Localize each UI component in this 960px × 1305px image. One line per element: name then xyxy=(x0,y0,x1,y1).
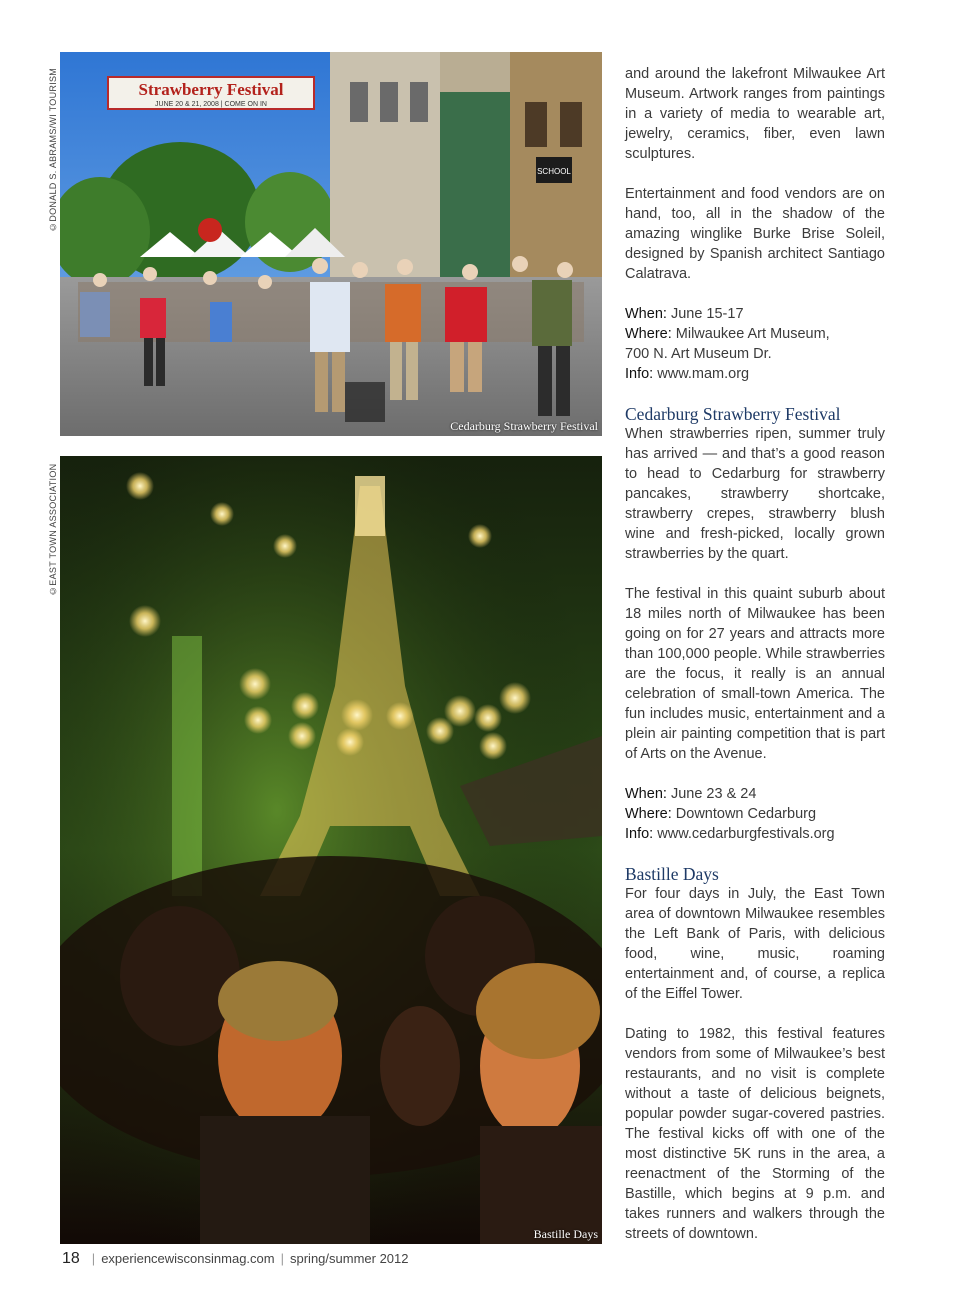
photo-credit-bottom: ©EAST TOWN ASSOCIATION xyxy=(48,463,58,596)
photo-caption-bottom: Bastille Days xyxy=(533,1227,598,1241)
art-museum-event-info xyxy=(625,304,885,384)
where-label: Where: xyxy=(625,806,672,822)
footer-separator: | xyxy=(91,1251,96,1266)
banner-subtitle: JUNE 20 & 21, 2008 | COME ON IN xyxy=(155,101,267,108)
bastille-days-photo xyxy=(60,456,602,1244)
page-footer xyxy=(62,1250,409,1268)
when-label: When: xyxy=(625,306,667,322)
strawberry-paragraph-1: When strawberries ripen, summer truly has arrived — and that’s a good reason to head to Cedarburg for strawberry pancakes, strawberry shortcake, strawberry crepes, strawberry blush wine and fresh-picked, locally grown strawberries by the quart. xyxy=(625,426,885,562)
strawberry-festival-photo xyxy=(60,52,602,436)
where-label: Where: xyxy=(625,326,672,342)
footer-website[interactable]: experiencewisconsinmag.com xyxy=(101,1251,275,1266)
night-festival-illustration xyxy=(60,456,602,1244)
info-link[interactable]: www.mam.org xyxy=(657,366,750,382)
page-number: 18 xyxy=(62,1250,80,1267)
street-scene-illustration xyxy=(60,52,602,436)
banner-title: Strawberry Festival xyxy=(138,80,284,99)
article-column xyxy=(625,64,885,1244)
info-label: Info: xyxy=(625,366,654,382)
section-heading-strawberry: Cedarburg Strawberry Festival xyxy=(625,404,841,424)
strawberry-paragraph-2: The festival in this quaint suburb about 18 miles north of Milwaukee has been going on for 27 years and attracts more than 100,000 people. While strawberries are the focus, it really is an annual celebration of small-town America. The fun includes music, entertainment and a plein air painting competition that is part of Arts on the Avenue. xyxy=(625,586,885,762)
where-value-line2: 700 N. Art Museum Dr. xyxy=(625,346,772,362)
when-label: When: xyxy=(625,786,667,802)
intro-paragraph-1: and around the lakefront Milwaukee Art Museum. Artwork ranges from paintings in a variety of media to wearable art, jewelry, ceramics, fiber, even lawn sculptures. xyxy=(625,66,885,162)
storefront-sign: SCHOOL xyxy=(537,167,571,176)
intro-paragraph-2: Entertainment and food vendors are on hand, too, all in the shadow of the amazing winglike Burke Brise Soleil, designed by Spanish architect Santiago Calatrava. xyxy=(625,186,885,282)
bastille-paragraph-2: Dating to 1982, this festival features vendors from some of Milwaukee’s best restaurants, and no visit is complete without a taste of delicious beignets, popular powder sugar-covered pastries. The festival kicks off with one of the most distinctive 5K runs in the area, a reenactment of the Storming of the Bastille, which begins at 9 p.m. and takes runners and walkers through the streets of downtown. xyxy=(625,1026,885,1242)
section-heading-bastille: Bastille Days xyxy=(625,864,719,884)
footer-separator: | xyxy=(280,1251,284,1266)
where-value: Downtown Cedarburg xyxy=(675,806,817,822)
info-label: Info: xyxy=(625,826,654,842)
info-link[interactable]: www.cedarburgfestivals.org xyxy=(657,826,835,842)
strawberry-event-info xyxy=(625,784,885,844)
footer-issue: spring/summer 2012 xyxy=(290,1251,409,1266)
bastille-paragraph-1: For four days in July, the East Town area of downtown Milwaukee resembles the Left Bank of Paris, with delicious food, wine, music, roaming entertainment and, of course, a replica of the Eiffel Tower. xyxy=(625,886,885,1002)
photo-credit-top: ©DONALD S. ABRAMS/WI TOURISM xyxy=(48,67,58,232)
when-value: June 15-17 xyxy=(670,306,744,322)
photo-caption-top: Cedarburg Strawberry Festival xyxy=(450,419,598,433)
when-value: June 23 & 24 xyxy=(670,786,757,802)
where-value: Milwaukee Art Museum, xyxy=(675,326,830,342)
